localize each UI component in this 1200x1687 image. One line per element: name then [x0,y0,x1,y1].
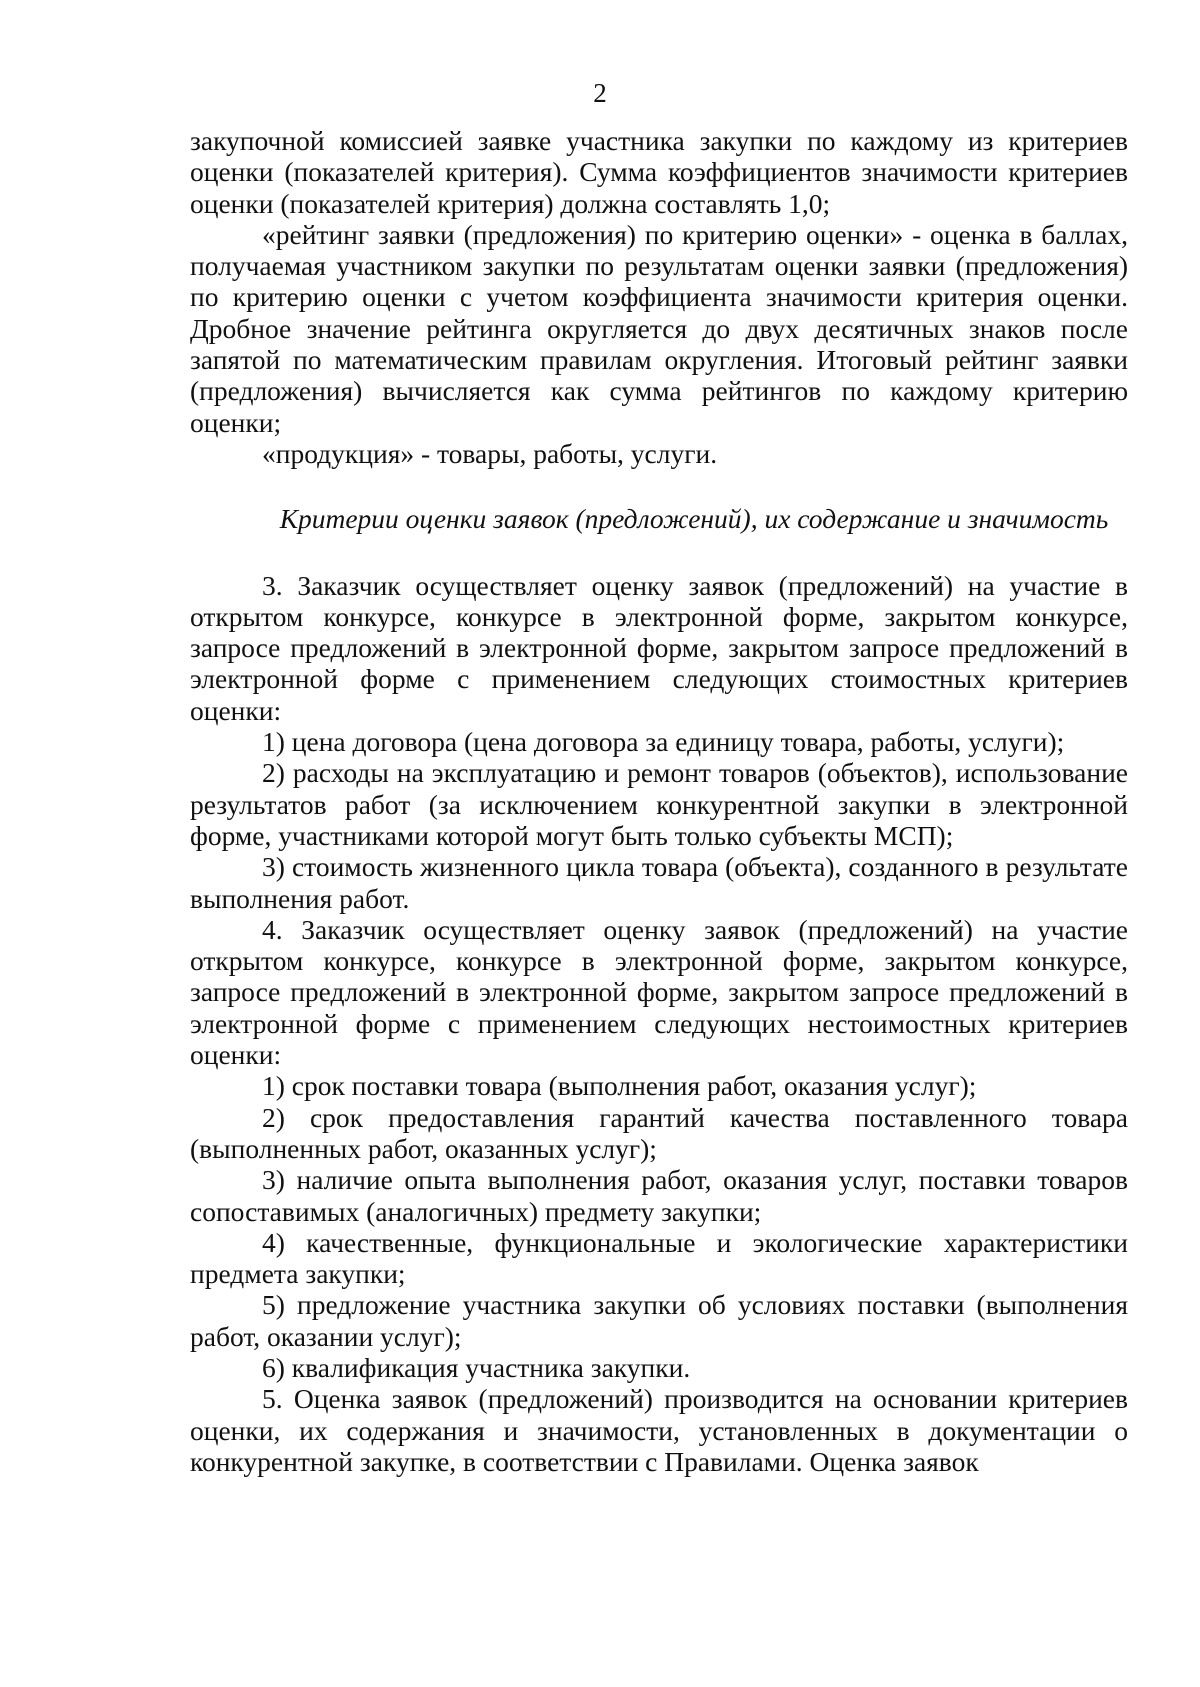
paragraph: 4. Заказчик осуществляет оценку заявок (предложений) на участие открытом конкурсе, конкурсе в электронной форме, закрытом конкурсе, запросе предложений в электронной форме, закрытом запросе предложений в электронной форме с применением следующих нестоимостных критериев оценки: [190,913,1128,1071]
list-item: 2) срок предоставления гарантий качества поставленного товара (выполненных работ, оказанных услуг); [190,1101,1128,1164]
list-item: 5) предложение участника закупки об условиях поставки (выполнения работ, оказании услуг); [190,1289,1128,1352]
list-item: 6) квалификация участника закупки. [262,1351,691,1383]
list-item: 3) стоимость жизненного цикла товара (объекта), созданного в результате выполнения работ. [190,851,1128,914]
paragraph: «продукция» - товары, работы, услуги. [262,437,718,469]
paragraph: 5. Оценка заявок (предложений) производится на основании критериев оценки, их содержания и значимости, установленных в документации о конкурентной закупке, в соответствии с Правилами. Оценка заявок [190,1383,1128,1477]
list-item: 2) расходы на эксплуатацию и ремонт товаров (объектов), использование результатов работ (за исключением конкурентной закупки в электронной форме, участниками которой могут быть только субъекты МСП); [190,757,1128,851]
paragraph: «рейтинг заявки (предложения) по критерию оценки» - оценка в баллах, получаемая участником закупки по результатам оценки заявки (предложения) по критерию оценки с учетом коэффициента значимости критерия оценки. Дробное значение рейтинга округляется до двух десятичных знаков после запятой по математическим правилам округления. Итоговый рейтинг заявки (предложения) вычисляется как сумма рейтингов по каждому критерию оценки; [190,218,1128,438]
paragraph: 3. Заказчик осуществляет оценку заявок (предложений) на участие в открытом конкурсе, конкурсе в электронной форме, закрытом конкурсе, запросе предложений в электронной форме, закрытом запросе предложений в электронной форме с применением следующих стоимостных критериев оценки: [190,569,1128,726]
list-item: 1) цена договора (цена договора за единицу товара, работы, услуги); [262,726,1065,758]
list-item: 4) качественные, функциональные и экологические характеристики предмета закупки; [190,1226,1128,1290]
section-heading: Критерии оценки заявок (предложений), их содержание и значимость [279,503,1109,535]
page-number: 2 [593,78,607,108]
document-body [190,125,1128,1477]
paragraph: закупочной комиссией заявке участника закупки по каждому из критериев оценки (показателей критерия). Сумма коэффициентов значимости критериев оценки (показателей критерия) должна составлять 1,0; [190,125,1128,219]
list-item: 3) наличие опыта выполнения работ, оказания услуг, поставки товаров сопоставимых (аналогичных) предмету закупки; [190,1164,1128,1227]
list-item: 1) срок поставки товара (выполнения работ, оказания услуг); [262,1070,977,1102]
